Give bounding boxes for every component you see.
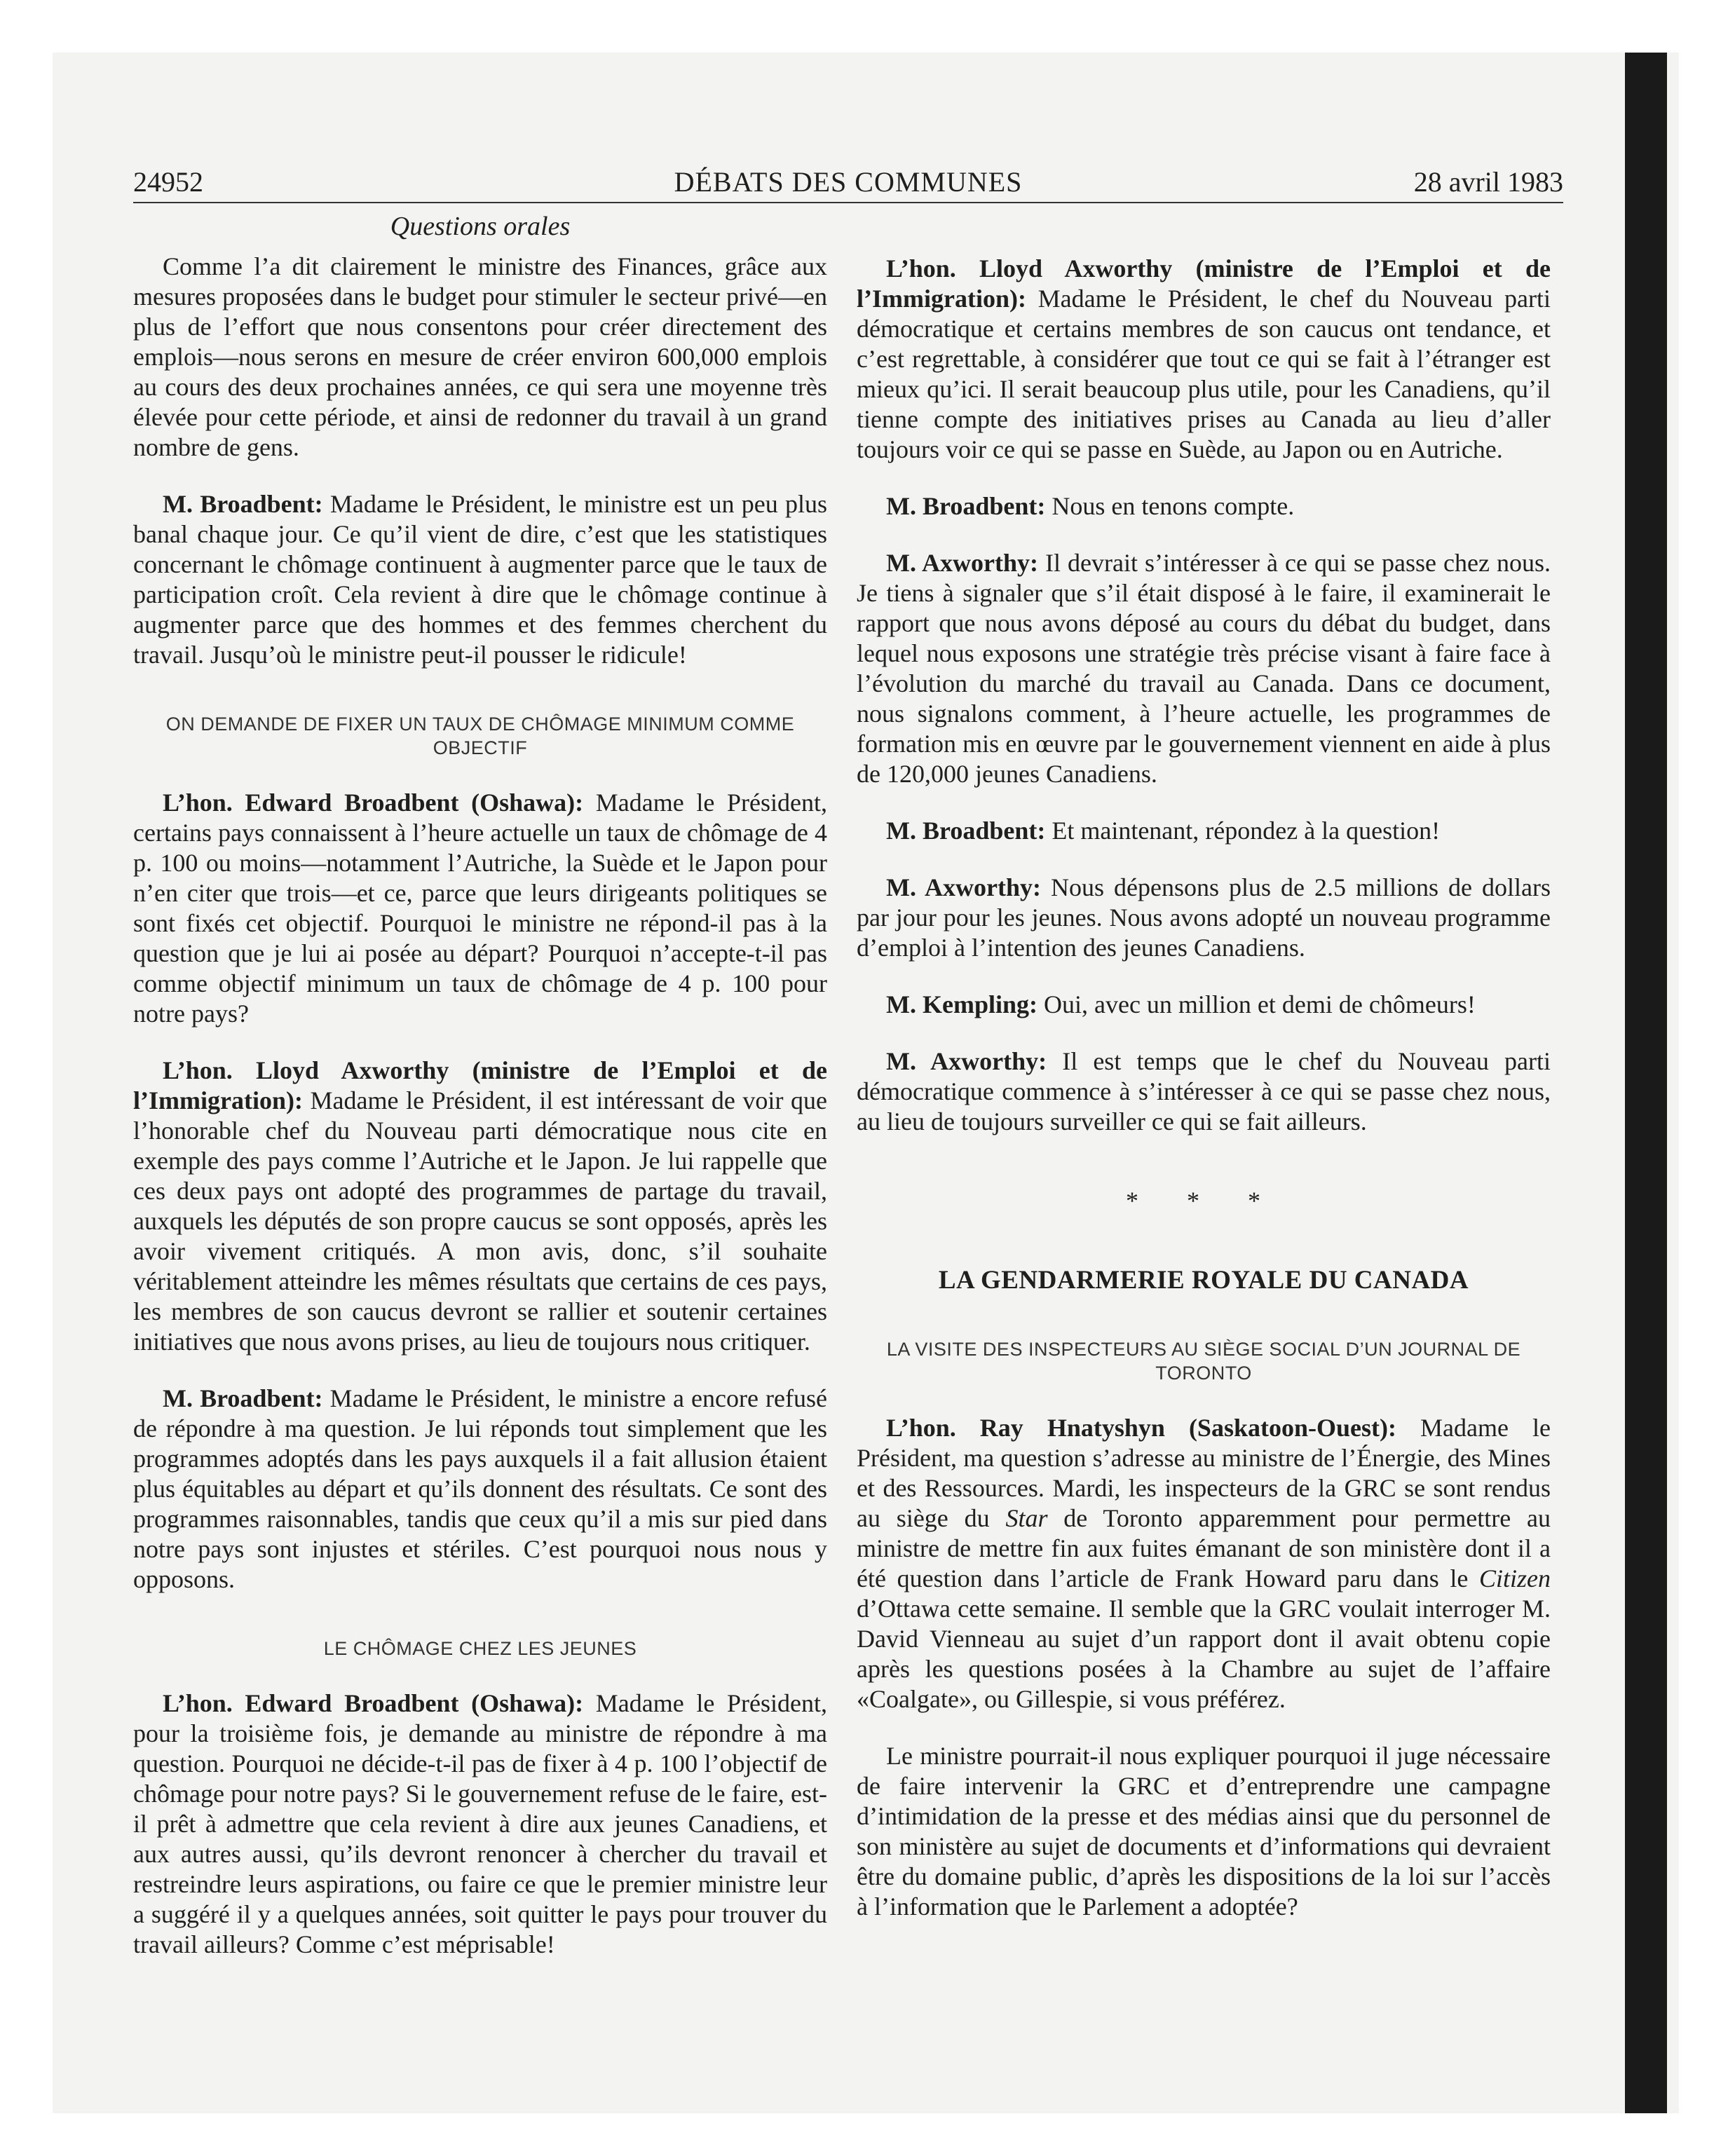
page-header (133, 163, 1563, 203)
speaker-name: M. Axworthy: (886, 549, 1038, 577)
speech-text: d’Ottawa cette semaine. Il semble que la GRC voulait interroger M. David Vienneau au sujet d’un rapport dont il avait obtenu copie après les questions posées à la Chambre au sujet de l’affaire «Coalgate», ou Gillespie, si vous préférez. (857, 1595, 1551, 1713)
paragraph (857, 816, 1551, 846)
section-title: Questions orales (390, 212, 571, 241)
section-heading: LA GENDARMERIE ROYALE DU CANADA (938, 1266, 1469, 1295)
speech-text: Il devrait s’intéresser à ce qui se passe chez nous. Je tiens à signaler que s’il était disposé à le faire, il examinerait le rapport que nous avons déposé au cours du débat du budget, dans lequel nous exposons une stratégie très précise visant à faire face à l’évolution du marché du travail au Canada. Dans ce document, nous signalons comment, à l’heure actuelle, les programmes de formation mis en œuvre par le gouvernement viennent en aide à plus de 120,000 jeunes Canadiens. (857, 549, 1551, 788)
paragraph (133, 1056, 827, 1357)
paragraph (857, 1413, 1551, 1714)
speaker-name: L’hon. Lloyd Axworthy (ministre de l’Emploi et de l’Immigration): (133, 1056, 827, 1114)
paragraph (133, 1384, 827, 1595)
speech-text: Il est temps que le chef du Nouveau parti démocratique commence à s’intéresser à ce qui se passe chez nous, au lieu de toujours surveiller ce qui se fait ailleurs. (857, 1047, 1551, 1135)
speech-text: Madame le Président, le ministre a encore refusé de répondre à ma question. Je lui réponds tout simplement que les programmes adoptés dans les pays auxquels il a fait allusion étaient plus équitables au départ et qu’ils donnent des résultats. Ce sont des programmes raisonnables, tandis que ceux qu’il a mis sur pied dans notre pays sont injustes et stériles. C’est pourquoi nous nous y opposons. (133, 1384, 828, 1593)
paragraph (857, 1046, 1551, 1137)
paragraph (857, 491, 1551, 521)
right-column (857, 254, 1551, 1949)
speech-text: Madame le Président, il est intéressant de voir que l’honorable chef du Nouveau parti démocratique nous cite en exemple des pays comme l’Autriche et le Japon. Je lui rappelle que ces deux pays ont adopté des programmes de partage du travail, auxquels les députés de son propre caucus se sont opposés, après les avoir vivement critiqués. A mon avis, donc, s’il souhaite véritablement atteindre les mêmes résultats que certains de ces pays, les membres de son caucus devront se rallier et soutenir certaines initiatives que nous avons prises, au lieu de toujours nous critiquer. (133, 1086, 827, 1356)
speech-text: Oui, avec un million et demi de chômeurs! (1037, 990, 1476, 1018)
speaker-name: M. Axworthy: (886, 1047, 1047, 1075)
speech-text: Nous en tenons compte. (1045, 492, 1295, 520)
paragraph: Comme l’a dit clairement le ministre des Finances, grâce aux mesures proposées dans le budget pour stimuler le secteur privé—en plus de l’effort que nous consentons pour créer directement des emplois—nous serons en mesure de créer environ 600,000 emplois au cours des deux prochaines années, ce qui sera une moyenne très élevée pour cette période, et ainsi de redonner du travail à un grand nombre de gens. (133, 252, 827, 461)
left-column (133, 212, 827, 1986)
newspaper-name: Citizen (1478, 1564, 1551, 1592)
paragraph (857, 873, 1551, 963)
speech-text: Madame le Président, ma question s’adresse au ministre de l’Énergie, des Mines et des Ressources. Mardi, les inspecteurs de la GRC se sont rendus au siège du (857, 1414, 1551, 1532)
section-separator: * * * (1126, 1187, 1281, 1215)
speaker-name: M. Kempling: (886, 990, 1037, 1018)
paragraph (857, 990, 1551, 1020)
paragraph (857, 548, 1551, 789)
speaker-name: M. Broadbent: (886, 492, 1046, 520)
scan-edge-shadow (1625, 53, 1667, 2113)
speaker-name: M. Broadbent: (163, 490, 323, 518)
speaker-name: M. Broadbent: (163, 1384, 323, 1412)
page-number: 24952 (133, 166, 203, 198)
paragraph (857, 254, 1551, 465)
paragraph (133, 1688, 827, 1960)
subheading: LE CHÔMAGE CHEZ LES JEUNES (323, 1638, 637, 1659)
subheading: LA VISITE DES INSPECTEURS AU SIÈGE SOCIAL D’UN JOURNAL DE TORONTO (886, 1339, 1521, 1384)
speech-text: Madame le Président, le ministre est un peu plus banal chaque jour. Ce qu’il vient de dire, c’est que les statistiques concernant le chômage continuent à augmenter parce que le taux de participation croît. Cela revient à dire que le chômage continue à augmenter parce que des hommes et des femmes cherchent du travail. Jusqu’où le ministre peut-il pousser le ridicule! (133, 490, 827, 669)
speaker-name: L’hon. Lloyd Axworthy (ministre de l’Emploi et de l’Immigration): (857, 254, 1551, 313)
speech-text: Et maintenant, répondez à la question! (1045, 817, 1441, 845)
speaker-name: L’hon. Edward Broadbent (Oshawa): (163, 789, 584, 817)
subheading: ON DEMANDE DE FIXER UN TAUX DE CHÔMAGE MINIMUM COMME OBJECTIF (165, 714, 795, 758)
speaker-name: L’hon. Ray Hnatyshyn (Saskatoon-Ouest): (886, 1414, 1396, 1442)
speaker-name: L’hon. Edward Broadbent (Oshawa): (163, 1689, 584, 1717)
speaker-name: M. Broadbent: (886, 817, 1046, 845)
issue-date: 28 avril 1983 (1413, 166, 1563, 198)
speech-text: de Toronto apparemment pour permettre au ministre de mettre fin aux fuites émanant de son ministère dont il a été question dans l’article de Frank Howard paru dans le (857, 1504, 1551, 1592)
speech-text: Madame le Président, certains pays connaissent à l’heure actuelle un taux de chômage de 4 p. 100 ou moins—notamment l’Autriche, la Suède et le Japon pour n’en citer que trois—et ce, parce que leurs dirigeants politiques se sont fixés cet objectif. Pourquoi le ministre ne répond-il pas à la question que je lui ai posée au départ? Pourquoi n’accepte-t-il pas comme objectif minimum un taux de chômage de 4 p. 100 pour notre pays? (133, 789, 827, 1028)
speaker-name: M. Axworthy: (886, 873, 1041, 901)
paragraph (133, 788, 827, 1029)
speech-text: Nous dépensons plus de 2.5 millions de dollars par jour pour les jeunes. Nous avons adopté un nouveau programme d’emploi à l’intention des jeunes Canadiens. (857, 873, 1551, 962)
speech-text: Madame le Président, pour la troisième fois, je demande au ministre de répondre à ma question. Pourquoi ne décide-t-il pas de fixer à 4 p. 100 l’objectif de chômage pour notre pays? Si le gouvernement refuse de le faire, est-il prêt à admettre que cela revient à dire aux jeunes Canadiens, et aux autres aussi, qu’ils devront renoncer à chercher du travail et restreindre leurs aspirations, ou faire ce que le premier ministre leur a suggéré il y a quelques années, soit quitter le pays pour trouver du travail ailleurs? Comme c’est méprisable! (133, 1689, 827, 1958)
newspaper-name: Star (1005, 1504, 1048, 1532)
publication-title: DÉBATS DES COMMUNES (674, 166, 1023, 198)
paragraph (133, 489, 827, 670)
paragraph: Le ministre pourrait-il nous expliquer pourquoi il juge nécessaire de faire intervenir la GRC et d’entreprendre une campagne d’intimidation de la presse et des médias ainsi que du personnel de son ministère au sujet de documents et d’informations qui devraient être du domaine public, d’après les dispositions de la loi sur l’accès à l’information que le Parlement a adoptée? (857, 1742, 1551, 1920)
speech-text: Madame le Président, le chef du Nouveau parti démocratique et certains membres de son caucus ont tendance, et c’est regrettable, à considérer que tout ce qui se fait à l’étranger est mieux qu’ici. Il serait beaucoup plus utile, pour les Canadiens, qu’il tienne compte des initiatives prises au Canada au lieu d’aller toujours voir ce qui se passe en Suède, au Japon ou en Autriche. (857, 285, 1551, 463)
